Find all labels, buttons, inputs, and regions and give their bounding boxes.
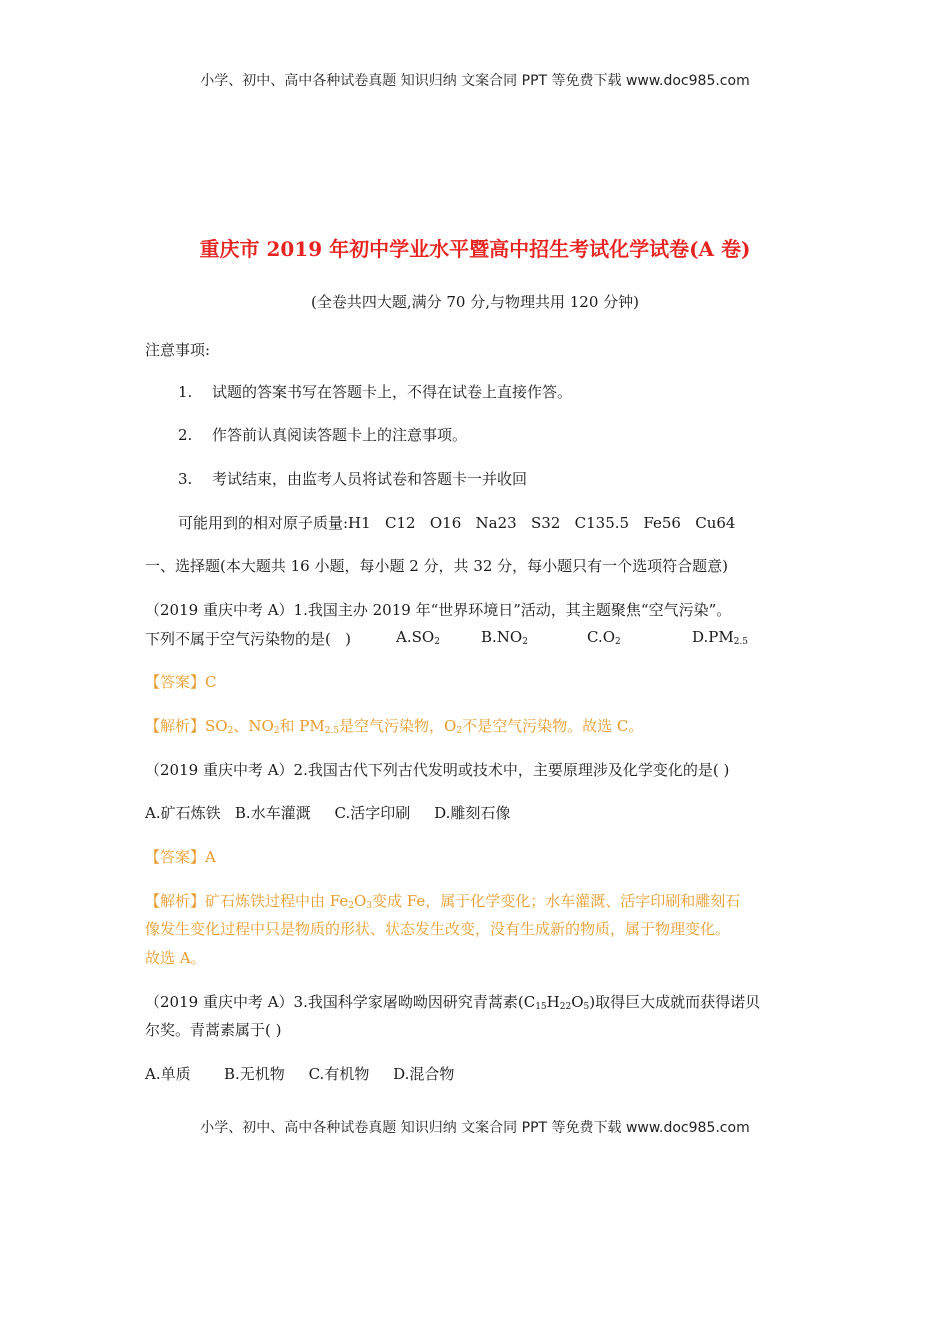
question-1-line2 bbox=[145, 628, 351, 649]
exam-title: 重庆市 2019 年初中学业水平暨高中招生考试化学试卷(A 卷) bbox=[199, 237, 751, 261]
notice-item-text: 考试结束，由监考人员将试卷和答题卡一并收回 bbox=[212, 470, 528, 488]
notice-heading: 注意事项: bbox=[145, 341, 211, 359]
question-1-answer: 【答案】C bbox=[145, 673, 217, 691]
notice-item-text: 试题的答案书写在答题卡上，不得在试卷上直接作答。 bbox=[212, 383, 573, 401]
question-3-stem-line1: （2019 重庆中考 A）3.我国科学家屠呦呦因研究青蒿素$(C_{15}H_{22}O_5)$取得巨大成就而获得诺贝 bbox=[145, 993, 761, 1012]
question-2-analysis-line1: 【解析】矿石炼铁过程中由 $Fe_2O_3$变成 Fe，属于化学变化；水车灌溉、活字印刷和雕刻石 bbox=[145, 892, 741, 911]
notice-item-number: 3. bbox=[178, 470, 193, 488]
notice-item-text: 作答前认真阅读答题卡上的注意事项。 bbox=[212, 426, 468, 444]
notice-item-number: 1. bbox=[178, 383, 193, 401]
question-1-option-b: $B.NO_2$ bbox=[481, 628, 528, 647]
question-2-stem: （2019 重庆中考 A）2.我国古代下列古代发明或技术中，主要原理涉及化学变化的是( ) bbox=[145, 761, 730, 779]
question-3-options: A.单质 B.无机物 C.有机物 D.混合物 bbox=[145, 1065, 455, 1083]
notice-item bbox=[178, 424, 467, 445]
question-1-stem: （2019 重庆中考 A）1.我国主办 2019 年“世界环境日”活动，其主题聚焦“空气污染”。 bbox=[145, 601, 732, 619]
question-2-options: A.矿石炼铁 B.水车灌溉 C.活字印刷 D.雕刻石像 bbox=[145, 804, 511, 822]
atomic-mass-line: 可能用到的相对原子质量:H1 C12 O16 Na23 S32 C135.5 Fe56 Cu64 bbox=[178, 514, 736, 532]
question-1-option-a: $A.SO_2$ bbox=[396, 628, 440, 647]
page-footer: 小学、初中、高中各种试卷真题 知识归纳 文案合同 PPT 等免费下载 www.doc985.com bbox=[200, 1120, 750, 1136]
question-3-stem-line2: 尔奖。青蒿素属于( ) bbox=[145, 1021, 282, 1039]
question-1-prompt: 下列不属于空气污染物的是( ) bbox=[145, 630, 352, 648]
question-1-option-c: $C.O_2$ bbox=[587, 628, 621, 647]
notice-item bbox=[178, 381, 572, 402]
section-heading: 一、选择题(本大题共 16 小题，每小题 2 分，共 32 分，每小题只有一个选项符合题意) bbox=[145, 557, 729, 575]
question-1-option-d: $D.PM_{2.5}$ bbox=[692, 628, 749, 647]
question-1-analysis: 【解析】$SO_2$、$NO_2$和 $PM_{2.5}$是空气污染物，$O_2$不是空气污染物。故选 C。 bbox=[145, 717, 644, 736]
exam-subtitle: (全卷共四大题,满分 70 分,与物理共用 120 分钟) bbox=[310, 293, 640, 311]
page-header: 小学、初中、高中各种试卷真题 知识归纳 文案合同 PPT 等免费下载 www.doc985.com bbox=[200, 73, 750, 89]
question-2-analysis-line3: 故选 A。 bbox=[145, 949, 206, 967]
notice-item bbox=[178, 468, 527, 489]
question-2-analysis-line2: 像发生变化过程中只是物质的形状、状态发生改变，没有生成新的物质，属于物理变化。 bbox=[145, 920, 731, 938]
notice-item-number: 2. bbox=[178, 426, 193, 444]
question-2-answer: 【答案】A bbox=[145, 848, 216, 866]
